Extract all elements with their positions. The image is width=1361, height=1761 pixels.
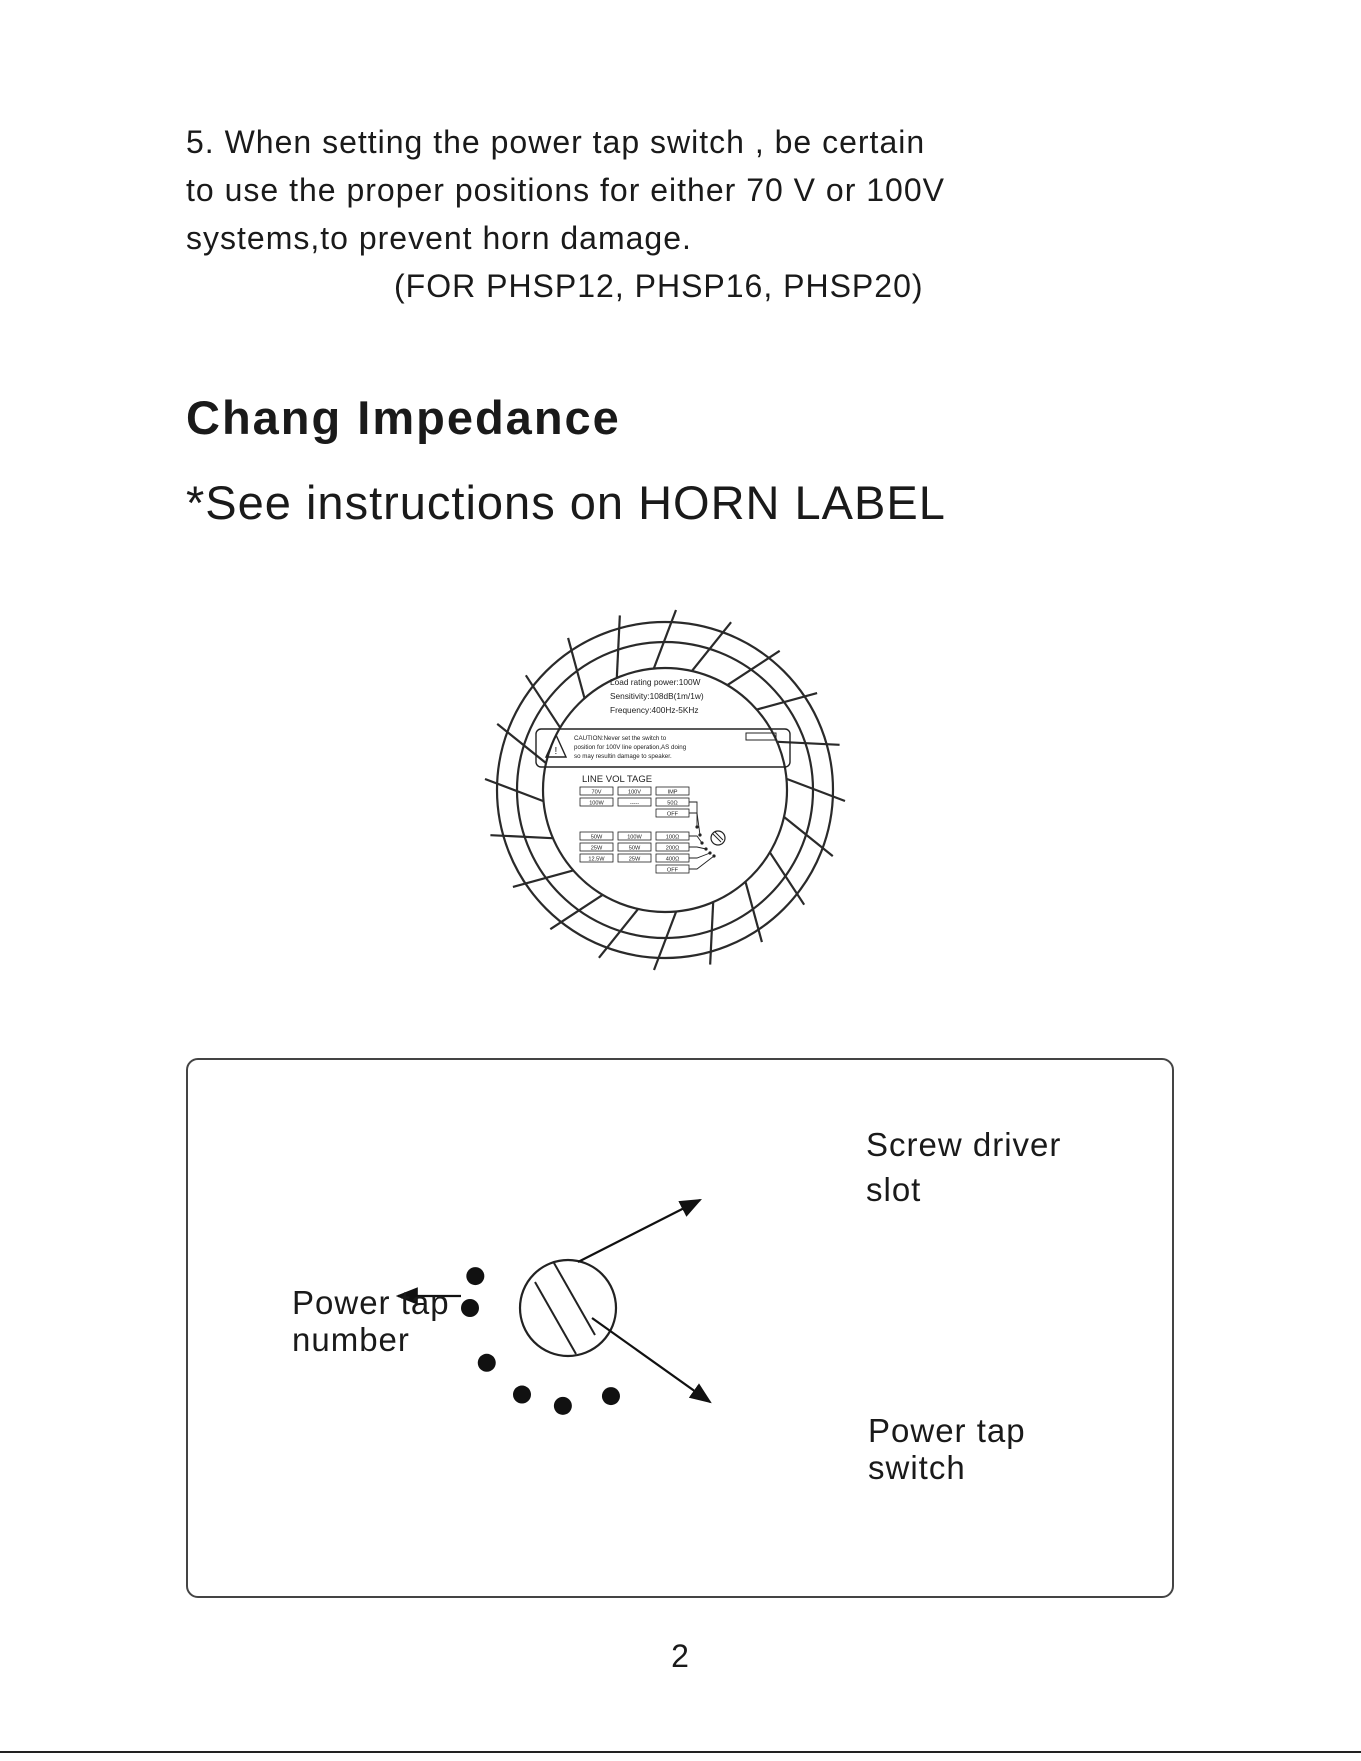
horn-label-illustration: [450, 575, 880, 1005]
tap-leader-dot: [695, 825, 698, 828]
tap-table-text: 100V: [627, 789, 642, 796]
tap-position-dot: [513, 1386, 531, 1404]
tap-table-text: -----: [629, 800, 640, 807]
power-tap-number-callout: [292, 1284, 450, 1358]
tap-table-text: 70V: [591, 789, 602, 796]
callout-line: Power tap: [292, 1284, 450, 1321]
tap-table-text: OFF: [666, 811, 679, 818]
tap-table-text: 50W: [590, 834, 603, 841]
tap-switch-diagram: [186, 1058, 1174, 1598]
instruction-line: systems,to prevent horn damage.: [186, 220, 692, 256]
warning-mark: !: [554, 746, 558, 757]
caution-text: so may resultin damage to speaker.: [574, 753, 672, 760]
tap-leader-dot: [708, 851, 711, 854]
slot-pointer-arrow: [578, 1200, 700, 1262]
tap-position-dot: [466, 1267, 484, 1285]
instruction-block: [186, 118, 1146, 310]
tap-position-dot: [478, 1354, 496, 1372]
tap-table-text: 100W: [589, 800, 604, 807]
line-voltage-title: LINE VOL TAGE: [582, 774, 653, 785]
see-note: [186, 475, 946, 530]
grille-bar: [485, 779, 543, 801]
tap-table-text: 25W: [628, 856, 641, 863]
page-number: 2: [671, 1638, 689, 1674]
grille-bar: [550, 895, 602, 929]
instruction-line: 5. When setting the power tap switch , be certain: [186, 124, 926, 160]
tap-leader-dot: [700, 841, 703, 844]
power-tap-switch-callout: [868, 1412, 1026, 1486]
spec-text: Load rating power:100W: [610, 677, 701, 687]
grille-bar: [526, 675, 560, 727]
grille-bar: [710, 903, 713, 965]
tap-position-dot: [461, 1299, 479, 1317]
see-note-text: See instructions on HORN LABEL: [205, 476, 946, 529]
caution-text: CAUTION:Never set the switch to: [574, 735, 667, 742]
callout-line: Power tap: [868, 1412, 1026, 1449]
screw-driver-slot-callout: [866, 1126, 1061, 1208]
tap-position-dot: [602, 1387, 620, 1405]
tap-table-text: 100Ω: [665, 834, 680, 841]
tap-table-text: 50Ω: [667, 800, 678, 807]
asterisk-icon: *: [186, 476, 206, 529]
tap-position-dot: [554, 1397, 572, 1415]
callout-line: slot: [866, 1171, 922, 1208]
callout-line: Screw driver: [866, 1126, 1062, 1163]
grille-bar: [770, 853, 804, 905]
tap-table-text: 12.5W: [588, 856, 605, 863]
grille-bar: [654, 610, 676, 668]
tap-table-text: 200Ω: [665, 845, 680, 852]
model-list: (FOR PHSP12, PHSP16, PHSP20): [394, 268, 924, 304]
callout-line: number: [292, 1321, 410, 1358]
tap-table-text: 25W: [590, 845, 603, 852]
grille-bar: [654, 912, 676, 970]
grille-bar: [787, 779, 845, 801]
spec-text: Sensitivity:108dB(1m/1w): [610, 691, 704, 701]
tap-table-text: 100W: [627, 834, 642, 841]
tap-table-text: IMP: [667, 789, 678, 796]
caution-text: position for 100V line operation,AS doing: [574, 744, 687, 751]
grille-bar: [490, 835, 552, 838]
section-title: Chang Impedance: [186, 391, 621, 444]
tap-leader-dot: [712, 854, 715, 857]
instruction-line: to use the proper positions for either 70 V or 100V: [186, 172, 945, 208]
tap-table-text: OFF: [666, 867, 679, 874]
tap-table-text: 400Ω: [665, 856, 680, 863]
tap-leader-dot: [698, 833, 701, 836]
spec-text: Frequency:400Hz-5KHz: [610, 705, 699, 715]
tap-table-text: 50W: [628, 845, 641, 852]
grille-bar: [778, 742, 840, 745]
grille-bar: [728, 651, 780, 685]
page-edge-rule: [0, 1751, 1361, 1753]
grille-bar: [617, 615, 620, 677]
tap-leader-dot: [704, 847, 707, 850]
callout-line: switch: [868, 1449, 966, 1486]
